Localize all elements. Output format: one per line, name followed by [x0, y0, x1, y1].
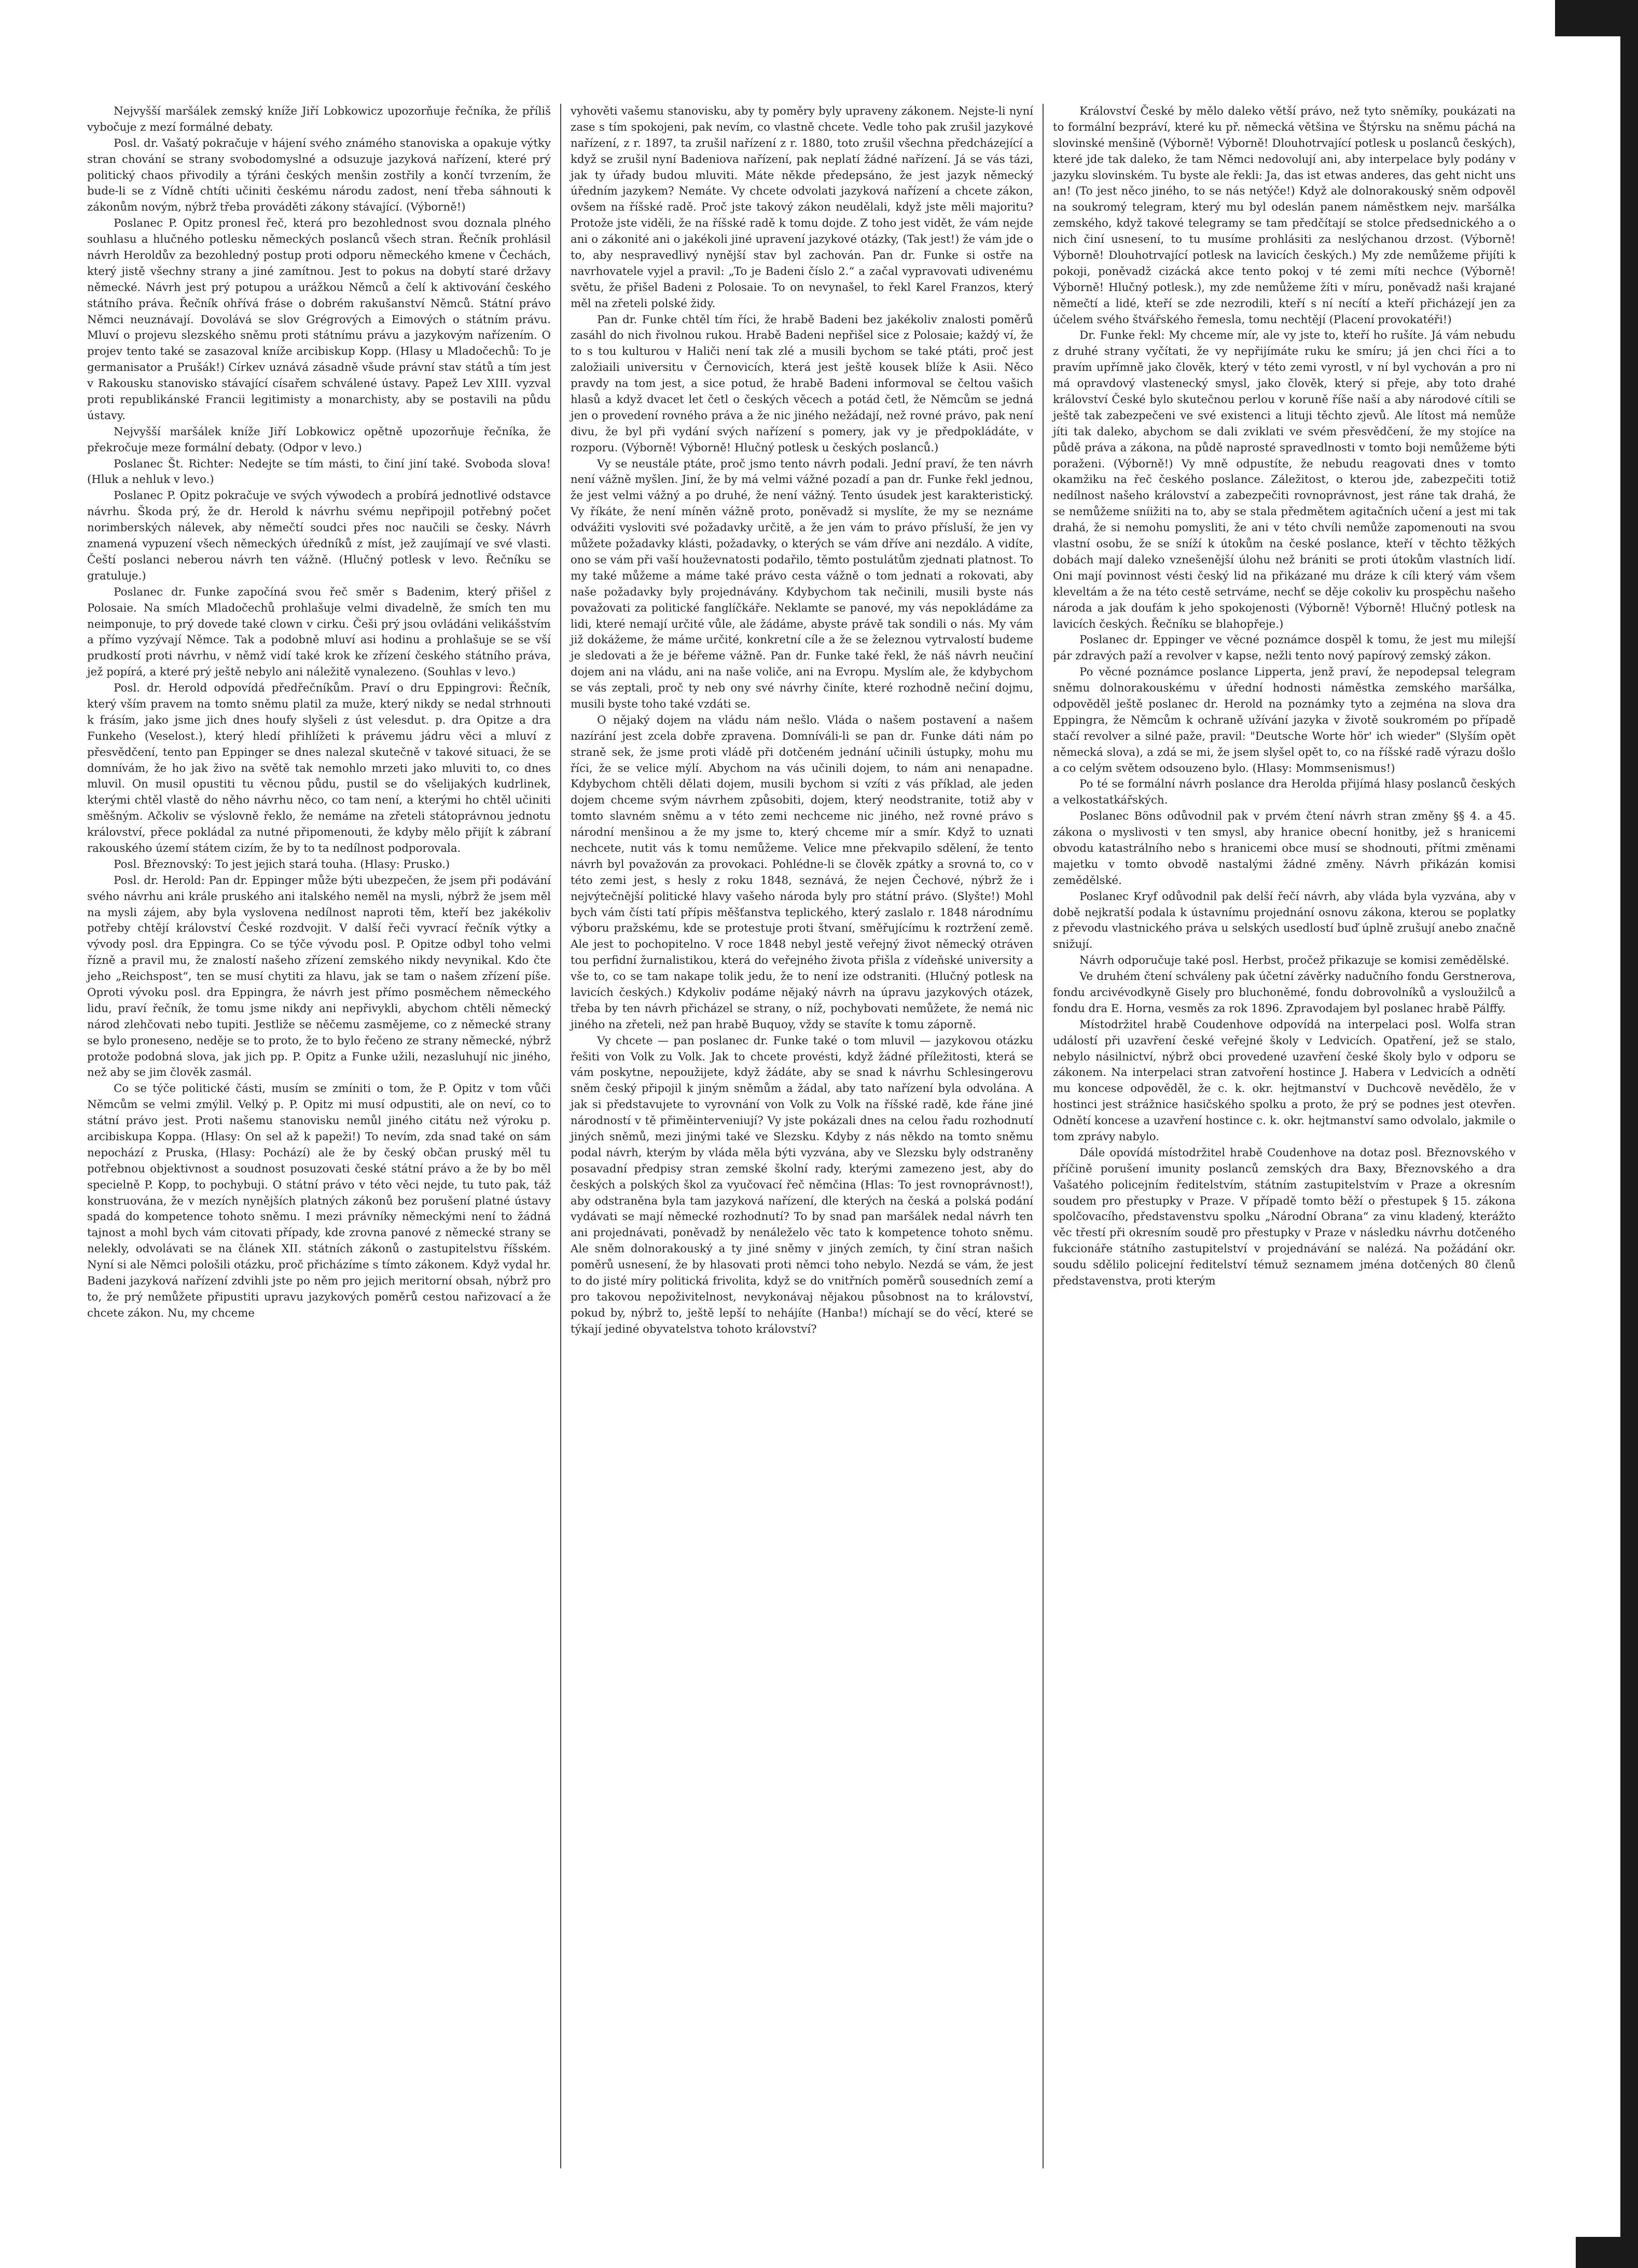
- article-paragraph: Posl. dr. Herold odpovídá předřečníkům. Praví o dru Eppingrovi: Řečník, který vším pravem na tomto sněmu platil za muže, který nikdy se nedal strhnouti k frásím, jako jsme jich dnes houfy slyšeli z úst velesdut. p. dra Opitze a dra Funkeho (Veselost.), který hledí přihlížeti k právemu jádru věci a mluví z přesvědčení, tento pan Eppinger se dnes nalezal skutečně v takové situaci, že se domnívám, že ho jak živo na světě tak nemohlo mrzeti jako mluviti to, co dnes mluvil. On musil opustiti tu věcnou půdu, pustil se do všelijakých kudrlinek, kterými chtěl vlastě do něho návrhu něco, co tam není, a kterými ho chtěl učiniti směšným. Ačkoliv se výslovně řeklo, že nemáme na zřeteli státoprávnou jednotu království, přece pokládal za nutné připomenouti, že kdyby mělo přijít k zábraní rakouského území státem cizím, že by to ta nedílnost podporovala.: [87, 682, 551, 855]
- article-paragraph: Pan dr. Funke chtěl tím říci, že hrabě Badeni bez jakékoliv znalosti poměrů zasáhl do nich řivolnou rukou. Hrabě Badeni nepřišel sice z Polosaie; každý ví, že to s tou kulturou v Haliči není tak zlé a musili bychom se také ptáti, proč jest založiaili universitu v Černovicích, která jest ještě kousek blíže k Asii. Něco pravdy na tom jest, a sice potud, že hrabě Badeni informoval se čeltou vašich hlasů a když dvacet let četl o českých věcech a potád četl, že Němcům se jedná jen o provedení rovného práva a že nic jiného nežádají, než rovné právo, pak není divu, že byl při vydání svých nařízení s pomery, jak vy je předpokládáte, v rozporu. (Výborně! Výborně! Hlučný potlesk u českých poslanců.): [571, 313, 1033, 454]
- article-paragraph: Poslanec P. Opitz pokračuje ve svých výwodech a probírá jednotlivé odstavce návrhu. Škoda prý, že dr. Herold k návrhu svému nepřipojil potřebný počet norimberských nálevek, aby němečtí soudci přes noc naučili se česky. Návrh znamená vypuzení všech německých úředníků z míst, jež zaujímají ve své vlasti. Čeští poslanci neberou návrh ten vážně. (Hlučný potlesk v levo. Řečníku se gratuluje.): [87, 489, 551, 583]
- article-paragraph: Vy chcete — pan poslanec dr. Funke také o tom mluvil — jazykovou otázku řešiti von Volk zu Volk. Jak to chcete provésti, když žádné příležitosti, která se vám poskytne, nepoužijete, když žádáte, aby se snad k návrhu Schlesingerovu sněm český připojil k jiným sněmům a žádal, aby tato nařízení byla odvolána. A jak si představujete to vyrovnání von Volk zu Volk na říšské radě, kde řáne jiné národností v tě přiměinterveniují? Vy jste pokázali dnes na celou řadu rozhodnutí jiných sněmů, mezi jinými také ve Slezsku. Kdyby z nás někdo na tomto sněmu podal návrh, kterým by vláda měla býti vyzvána, aby ve Slezsku byly odstraněny posavadní předpisy stran zemské školní rady, kterými zamezeno jest, aby do českých a polských škol za vyučovací řeč němčina (Hlas: To jest rovnoprávnost!), aby odstraněna byla tam jazyková nařízení, dle kterých na česká a polská podání vydávati se mají německé rozhodnutí? To by snad pan maršálek nedal návrh ten ani projednávati, poněvadž by nenáleželo věc tato k kompetence tohoto sněmu. Ale sněm dolnorakouský a ty jiné sněmy v jiných zemích, ty činí stran našich poměrů usnesení, že by hlasovati proti němci toho nebylo. Nezdá se vám, že jest to do jisté míry politická frivolita, když se do vnitřních poměrů sousedních zemí a pro takovou nepoživitelnost, nevykonávaj nějakou působnost na to království, pokud by, nýbrž to, ještě lepší to nehájíte (Hanba!) míchají se do věcí, které se týkají jediné obyvatelstva tohoto království?: [571, 1034, 1033, 1336]
- column-middle: [560, 104, 1043, 2168]
- article-paragraph: Posl. dr. Herold: Pan dr. Eppinger může býti ubezpečen, že jsem při podávání svého návrhu ani krále pruského ani italského neměl na mysli, nýbrž že jsem měl na mysli zájem, aby byla vyslovena nedílnost naproti těm, kteří bez jakékoliv potřeby chtějí království České rozdvojit. V další řeči vyvrací řečník výtky a vývody posl. dra Eppingra. Co se týče vývodu posl. P. Opitze odbyl toho velmi řízně a pravil mu, že znalostí našeho zřízení zemského nikdy nevynikal. Kdo čte jeho „Reichspost“, ten se musí chytiti za hlavu, jak se tam o našem zřízení píše. Oproti vývoku posl. dra Eppingra, že návrh jest přímo posměchem německého lidu, praví řečník, že tomu jsme nikdy ani nepřivykli, abychom chtěli německý národ zlehčovati nebo tupiti. Jestliže se něčemu zasmějeme, co z německé strany se bylo proneseno, neděje se to proto, že to bylo řečeno ze strany německé, nýbrž protože podobná slova, jak jich pp. P. Opitz a Funke užili, nezasluhují nic jiného, než aby se jim člověk zasmál.: [87, 874, 551, 1080]
- article-paragraph: Království České by mělo daleko větší právo, než tyto sněmíky, poukázati na to formální bezpráví, které ku př. německá většina ve Štýrsku na sněmu páchá na slovinské menšině (Výborně! Výborně! Dlouhotrvající potlesk u poslanců českých), které jde tak daleko, že tam Němci nedovolují ani, aby interpelace byly podány v jazyku slovinském. Tu byste ale řekli: Ja, das ist etwas anderes, das geht nicht uns an! (To jest něco jiného, to se nás netýče!) Když ale dolnorakouský sněm odpověl na soukromý telegram, který mu byl odeslán panem náměstkem nejv. maršálka zemského, když takové telegramy se tam předčítají se stolce předsednického a o nich činí usnesení, to tu musíme prohlásiti za neslýchanou drzost. (Výborně! Výborně! Dlouhotrvající potlesk na lavicích českých.) My zde nemůžeme přijíti k pokoji, poněvadž cizácká akce tento pokoj v té zemi míti nechce (Výborně! Výborně! Hlučný potlesk.), my zde nemůžeme žíti v míru, poněvadž naši krajané němečtí a lidé, kteří se zde nezrodili, kteří s ní necítí a kteří přicházejí jen za účelem svého štvářského řemesla, tomu nechtějí (Placení provokatéři!): [1053, 105, 1516, 326]
- article-paragraph: Vy se neustále ptáte, proč jsmo tento návrh podali. Jední praví, že ten návrh není vážně myšlen. Jiní, že by má velmi vážné pozadí a pan dr. Funke řekl jednou, že jest velmi vážný a po druhé, že není vážný. Tento úsudek jest karakteristický. Vy říkáte, že není míněn vážně proto, poněvadž si myslíte, že my se neznáme odvážiti vysloviti své požadavky určitě, a že jen vám to právo přísluší, že jen vy můžete požadavky klásti, požadavky, o kterých se vám dříve ani nezdálo. A vidíte, ono se vám při vaší houževnatosti podařilo, těmto postulátům zjednati platnost. To my také můžeme a máme také právo cesta vážně o tom jednati a rokovati, aby naše požadavky byly projednávány. Kdybychom tak nečinili, musili byste nás považovati za politické fanglíčkáře. Neklamte se panové, my vás nepokládáme za lidi, které nemají určité vůle, ale žádáme, abyste právě tak sondili o nás. My vám již dokážeme, že máme určité, konkretní cíle a že se železnou vytrvalostí budeme je sledovati a že je béřeme vážně. Pan dr. Funke také řekl, že náš návrh neučiní dojem ani na vládu, ani na naše voliče, ani na Evropu. Myslím ale, že kdybychom se vás zeptali, proč ty neb ony své návrhy činíte, které rozhodně nečiní dojmu, musili byste toho také vzdáti se.: [571, 457, 1033, 711]
- article-paragraph: Poslanec dr. Funke započíná svou řeč směr s Badenim, který přišel z Polosaie. Na smích Mladočechů prohlašuje velmi divadelně, že smích ten mu neimponuje, to prý dovede také clown v cirku. Češi prý jsou ovládáni velikášstvím a přímo vyzývají Němce. Tak a podobně mluví asi hodinu a prohlašuje se se vší prudkostí proti návrhu, v němž vidí také krok ke zřízení českého státního práva, jež popírá, a které prý ještě nebylo ani náležitě vynalezeno. (Souhlas v levo.): [87, 585, 551, 679]
- article-paragraph: Ve druhém čtení schváleny pak účetní závěrky nadučního fondu Gerstnerova, fondu arcivévodkyně Gisely pro bluchoněmé, fondu dobrovolníků a vysloužilců a fondu dra E. Horna, vesměs za rok 1896. Zpravodajem byl poslanec hrabě Pálffy.: [1053, 970, 1516, 1015]
- article-paragraph: Dále opovídá místodržitel hrabě Coudenhove na dotaz posl. Březnovského v příčině porušení imunity poslanců zemských dra Baxy, Březnovského a dra Vašatého policejním ředitelstvím, státním zastupitelstvím v Praze a okresním soudem pro přestupky v Praze. V případě tomto běží o přestupek § 15. zákona spolčovacího, představenstvu spolku „Národní Obrana“ za vinu kladený, kterážto věc třestí při okresním soudě pro přestupky v Praze v následku návrhu dotčeného fukcionáře státního zastupitelství v projednávání se nalézá. Na požádání okr. soudu sdělilo policejní ředitelství témuž seznamem jména dotčených 80 členů představenstva, proti kterým: [1053, 1146, 1516, 1288]
- article-paragraph: Nejvyšší maršálek kníže Jiří Lobkowicz opětně upozorňuje řečníka, že překročuje meze formální debaty. (Odpor v levo.): [87, 425, 551, 454]
- article-paragraph: vyhověti vašemu stanovisku, aby ty poměry byly upraveny zákonem. Nejste-li nyní zase s tím spokojeni, pak nevím, co vlastně chcete. Vedle toho pak zrušil jazykové nařízení, z r. 1897, ta zrušil nařízení z r. 1880, toto zrušil všechna předcházející a když se zrušil nyní Badeniova nařízení, pak neplatí žádné nařízení. Já se vás tázi, jak ty úřady budou mluviti. Máte někde předepsáno, že jest jazyk německý úředním jazykem? Nemáte. Vy chcete odvolati jazyková nařízení a chcete zákon, ovšem na říšské radě. Proč jste takový zákon neudělali, když jste měli majoritu? Protože jste viděli, že na říšské radě k tomu dojde. Z toho jest vidět, že vám nejde ani o zákonité ani o jakékoli jiné upravení jazykové otázky, (Tak jest!) že vám jde o to, aby nespravedlivý nynější stav byl zachován. Pan dr. Funke si ostře na navrhovatele vyjel a pravil: „To je Badeni číslo 2.“ a začal vypravovati udivenému světu, že přišel Badeni z Polosaie. To on nevynašel, to řekl Karel Franzos, který měl na zřeteli polské židy.: [571, 105, 1033, 310]
- article-paragraph: Co se týče politické části, musím se zmíniti o tom, že P. Opitz v tom vůči Němcům se velmi zmýlil. Velký p. P. Opitz mi musí odpustiti, ale on neví, co to státní právo jest. Proti našemu stanovisku nemůl jiného citátu než výroku p. arcibiskupa Koppa. (Hlasy: On sel až k papeži!) To nevím, zda snad také on sám nepochází z Pruska, (Hlasy: Pochází) ale že by český občan pruský měl tu potřebnou objektivnost a soudnost posuzovati české státní právo a že by bo měl specielně P. Kopp, to pochybuji. O státní právo v této věci nejde, tu tuto pak, táž konstruována, že v mezích nynějších platných zákonů bez porušení platné ústavy spadá do kompetence tohoto sněmu. I mezi právníky německými není to žádná tajnost a mohl bych vám citovati případy, kde zrovna panové z německé strany se nelekly, odvolávati se na článek XII. státních zákonů o zastupitelstvu říšském. Nyní si ale Němci pološili otázku, proč přicházíme s tímto zákonem. Když vydal hr. Badeni jazyková nařízení zdvihli jste po něm pro jejich meritorní obsah, nýbrž pro to, že prý nemůžete připustiti upravu jazykových poměrů cestou nařizovací a že chcete zákon. Nu, my chceme: [87, 1082, 551, 1320]
- scan-border: [1620, 0, 1638, 2268]
- column-right: [1043, 104, 1525, 2168]
- article-paragraph: O nějaký dojem na vládu nám nešlo. Vláda o našem postavení a našem nazírání jest zcela dobře zpravena. Domníváli-li se pan dr. Funke dáti nám po straně sek, že jsme proti vládě při dotčeném jednání učinili ústupky, mohu mu říci, že se velice mýlí. Abychom na vás učinili dojem, to nám ani nenapadne. Kdybychom chtěli dělati dojem, musili bychom si vzíti z vás příklad, ale jeden dojem chceme svým návrhem způsobiti, dojem, který neodstranite, totiž aby v tomto slavném sněmu a v této zemi nechceme nic jiného, než rovné právo s národní menšinou a že my jsme to, který chceme mír a smír. Když to uznati nechcete, nutit vás k tomu nemůžeme. Velice mne překvapilo sdělení, že tento návrh byl považován za provokaci. Pohlédne-li se člověk zpátky a srovná to, co v této zemi jest, s hesly z roku 1848, seznává, že nejen Čechové, nýbrž že i nejvýtečnější politické hlavy vašeho národa byly pro státní právo. (Slyšte!) Mohl bych vám čísti tatí přípis měšťanstva teplického, který zaslalo r. 1848 národnímu výboru pražskému, kde se protestuje proti štvaní, směřujícímu k roztržení země. Ale jest to pochopitelno. V roce 1848 nebyl jestě veřejný život německý otráven tou perfidní žurnalistikou, která do veřejného života přišla z vídeňské university a vše to, co se tam nakape tolik jedu, že to není ize odstraniti. (Hlučný potlesk na lavicích českých.) Kdykoliv podáme nějaký návrh na úpravu jazykových otázek, třeba by ten návrh přicházel se strany, o níž, pochybovati nemůžete, že nemá nic jiného na zřeteli, než pan hrabě Buquoy, vždy se stavíte k tomu záporně.: [571, 713, 1033, 1031]
- article-paragraph: Poslanec Böns odůvodnil pak v prvém čtení návrh stran změny §§ 4. a 45. zákona o myslivosti v ten smysl, aby hranice obecní honitby, jež s hranicemi obvodu katastrálního nebo s hranicemi obce musí se shodnouti, přítmi změnami majetku v tomto obvodě nastalými žádné změny. Návrh přikázán komisi zemědělské.: [1053, 810, 1516, 887]
- article-paragraph: Poslanec Kryf odůvodnil pak delší řečí návrh, aby vláda byla vyzvána, aby v době nejkratší podala k ústavnímu projednání osnovu zákona, kterou se poplatky z převodu vlastnického práva u selských usedlostí buď úplně zrušují anebo značně snižují.: [1053, 890, 1516, 951]
- scan-border-top: [1555, 0, 1638, 36]
- article-paragraph: Nejvyšší maršálek zemský kníže Jiří Lobkowicz upozorňuje řečníka, že příliš vybočuje z mezí formálné debaty.: [87, 105, 551, 134]
- article-paragraph: Návrh odporučuje také posl. Herbst, pročež přikazuje se komisi zemědělské.: [1079, 954, 1509, 967]
- newspaper-page: [78, 104, 1525, 2168]
- article-paragraph: Poslanec dr. Eppinger ve věcné poznámce dospěl k tomu, že jest mu milejší pár zdravých paží a revolver v kapse, nežli tento nový papírový zemský zákon.: [1053, 633, 1516, 663]
- article-paragraph: Poslanec P. Opitz pronesl řeč, která pro bezohlednost svou doznala plného souhlasu a hlučného potlesku německých poslanců všech stran. Řečník prohlásil návrh Heroldův za bezohledný postup proti odporu německého kmene v Čechách, který jistě všechny strany a jiné zamítnou. Jest to pokus na dobytí staré državy německé. Návrh jest prý potupou a urážkou Němců a čelí k aktivování českého státního práva. Řečník ohřívá fráse o dobrém rakušanství Němců. Státní právo Němci neuznávají. Dovolává se slov Grégrových a Eimových o státním právu. Mluví o projevu slezského sněmu proti státnímu právu a jazykovým nařízením. O projev tento také se zasazoval kníže arcibiskup Kopp. (Hlasy u Mladočechů: To je germanisator a Prušák!) Církev uznává zásadně všude právní stav států a tím jest v Rakousku stanovisko stávající císařem schválené ústavy. Papež Lev XIII. vyzval proti republikánské Francii legitimisty a monarchisty, aby se postavili na půdu ústavy.: [87, 217, 551, 422]
- article-paragraph: Posl. dr. Vašatý pokračuje v hájení svého známého stanoviska a opakuje výtky stran chování se strany svobodomyslné a odsuzuje jazyková nařízení, které prý politický chaos přivodily a týráni českých menšin zostřily a končí tvrzením, že bude-li se z Vídně chtíti učiniti českému národu zadost, není třeba sáhnouti k zákonům novým, nýbrž třeba prováděti zákony stávající. (Výborně!): [87, 136, 551, 214]
- article-paragraph: Posl. Březnovský: To jest jejich stará touha. (Hlasy: Prusko.): [114, 858, 450, 871]
- column-left: [78, 104, 560, 2168]
- article-paragraph: Poslanec Št. Richter: Nedejte se tím másti, to činí jiní také. Svoboda slova! (Hluk a nehluk v levo.): [87, 457, 551, 487]
- scan-border-bottom: [1576, 2237, 1638, 2268]
- article-paragraph: Místodržitel hrabě Coudenhove odpovídá na interpelaci posl. Wolfa stran událostí při uzavření české veřejné školy v Ledvicích. Opatření, jež se stalo, nebylo násilnictví, nýbrž obci provedené uzavření české školy bylo v odporu se zákonem. Na interpelaci stran zatvoření hostince J. Habera v Ledvicích a odnětí mu koncese odpověděl, že c. k. okr. hejtmanství v Duchcově nevědělo, že v hostinci jest strážnice hasičského spolku a proto, že prý se podnes jest otevřen. Odnětí koncese a uzavření hostince c. k. okr. hejtmanství samo odvolalo, jakmile o tom zprávy nabylo.: [1053, 1018, 1516, 1143]
- article-paragraph: Dr. Funke řekl: My chceme mír, ale vy jste to, kteří ho rušíte. Já vám nebudu z druhé strany vyčítati, že vy nepřijímáte ruku ke smíru; já jen chci říci a to pravím upřímně jako člověk, který v této zemi vyrostl, v ní byl vychován a pro ni má opravdový vlastenecký smysl, jako člověk, který si přeje, aby toto drahé království České bylo skutečnou perlou v koruně říše naší a aby národové cítili se ještě tak zabezpečeni ve své existenci a lituji těchto zjevů. Ale lítost má nemůže jíti tak daleko, abychom se dali zviklati ve svém přesvědčení, že my stojíce na půdě práva a zákona, na půdě naprosté spravedlnosti v tomto boji nemůžeme býti poraženi. (Výborně!) Vy mně odpustíte, že nebudu reagovati dnes v tomto okamžiku na řeč českého poslance. Záležitost, o kterou jde, zabezpečiti totiž nedílnost našeho království a zabezpečiti rovnoprávnost, jest ráne tak drahá, že se nemůžeme sníižiti na to, aby se stala předmětem agitačních učení a jest mi tak drahá, že si nemohu pomysliti, že ani v této chvíli nemůže zapomenouti na svou vlastní osobu, že se sníží k útokům na české poslance, kteří v těchto těžkých dobách mají daleko vznešenější úlohu než brániti se proti útokům vlastních lidí. Oni mají povinnost vésti český lid na přikázané mu dráze k cíli který vám všem kleveltám a že na této cestě setrváme, nechť se děje cokoliv ku prospěchu našeho národa a jak doufám k jeho spokojenosti (Výborně! Výborně! Hlučný potlesk na lavicích českých. Řečníku se blahopřeje.): [1053, 329, 1516, 631]
- article-paragraph: Po té se formální návrh poslance dra Herolda přijímá hlasy poslanců českých a velkostatkářských.: [1053, 778, 1516, 807]
- article-paragraph: Po věcné poznámce poslance Lipperta, jenž praví, že nepodepsal telegram sněmu dolnorakouskému v úřední hodnosti náměstka zemského maršálka, odpověděl ještě poslanec dr. Herold na poznámky tyto a zejména na slova dra Eppingra, že Němcům k ochraně užívání jazyka v životě soukromém po případě stačí revolver a silné paže, pravil: "Deutsche Worte hör' ich wieder" (Slyším opět německá slova), a zdá se mi, že jsem slyšel opět to, co na říšské radě výrazu došlo a co celým světem odsouzeno bylo. (Hlasy: Mommsenismus!): [1053, 666, 1516, 775]
